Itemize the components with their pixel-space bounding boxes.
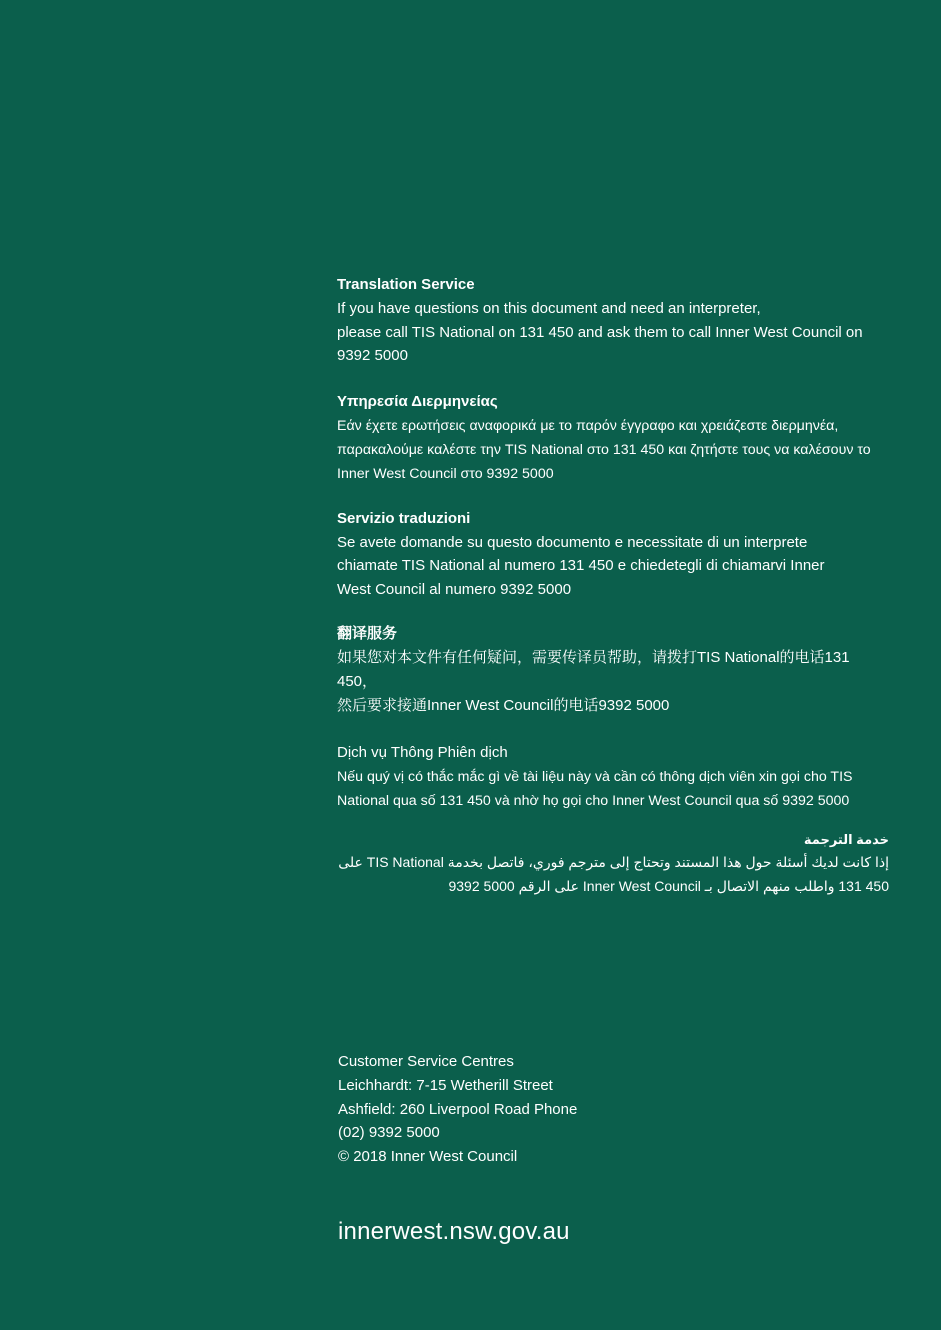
section-title: خدمة الترجمة — [803, 832, 889, 847]
section-title: Υπηρεσία Διερμηνείας — [337, 392, 498, 410]
section-line: 然后要求接通Inner West Council的电话9392 5000 — [337, 697, 670, 714]
section-line: If you have questions on this document and need an interpreter, — [337, 300, 761, 317]
section-title: Servizio traduzioni — [337, 509, 471, 527]
section-title: 翻译服务 — [337, 625, 398, 642]
section-line: West Council al numero 9392 5000 — [337, 580, 572, 598]
section-line: chiamate TIS National al numero 131 450 e chiedetegli di chiamarvi Inner — [337, 557, 825, 574]
footer-line: Ashfield: 260 Liverpool Road Phone — [338, 1100, 578, 1118]
section-title: Translation Service — [337, 276, 475, 293]
section-line: Se avete domande su questo documento e necessitate di un interprete — [337, 533, 808, 551]
translation-service-english — [337, 274, 889, 368]
section-line: Nếu quý vị có thắc mắc gì về tài liệu này và cần có thông dịch viên xin gọi cho TIS — [337, 769, 853, 785]
section-title: Dịch vụ Thông Phiên dịch — [337, 744, 508, 761]
section-line: please call TIS National on 131 450 and ask them to call Inner West Council on — [337, 323, 863, 341]
section-line: 450 131 واطلب منهم الاتصال بـ Inner West Council على الرقم 5000 9392 — [448, 878, 889, 894]
section-line: 9392 5000 — [337, 347, 408, 364]
website-link[interactable]: innerwest.nsw.gov.au — [338, 1218, 570, 1245]
section-line: 如果您对本文件有任何疑问，需要传译员帮助，请拨打TIS National的电话131 450， — [337, 649, 850, 690]
translation-service-chinese — [337, 623, 889, 718]
translation-service-vietnamese — [337, 742, 889, 813]
section-line: Inner West Council στο 9392 5000 — [337, 465, 554, 482]
translation-services — [337, 274, 889, 898]
footer-line: © 2018 Inner West Council — [338, 1148, 518, 1166]
translation-service-italian — [337, 508, 889, 602]
section-line: National qua số 131 450 và nhờ họ gọi cho Inner West Council qua số 9392 5000 — [337, 793, 850, 809]
customer-service-info — [338, 1050, 858, 1169]
section-line: إذا كانت لديك أسئلة حول هذا المستند وتحتاج إلى مترجم فوري، فاتصل بخدمة TIS National على — [338, 854, 889, 870]
footer-line: (02) 9392 5000 — [338, 1124, 440, 1142]
section-line: παρακαλούμε καλέστε την TIS National στο 131 450 και ζητήστε τους να καλέσουν το — [337, 441, 871, 458]
footer-line: Leichhardt: 7-15 Wetherill Street — [338, 1076, 553, 1094]
footer-line: Customer Service Centres — [338, 1053, 514, 1070]
section-line: Εάν έχετε ερωτήσεις αναφορικά με το παρόν έγγραφο και χρειάζεστε διερμηνέα, — [337, 417, 839, 434]
translation-service-arabic — [337, 831, 889, 898]
translation-service-greek — [337, 391, 889, 486]
